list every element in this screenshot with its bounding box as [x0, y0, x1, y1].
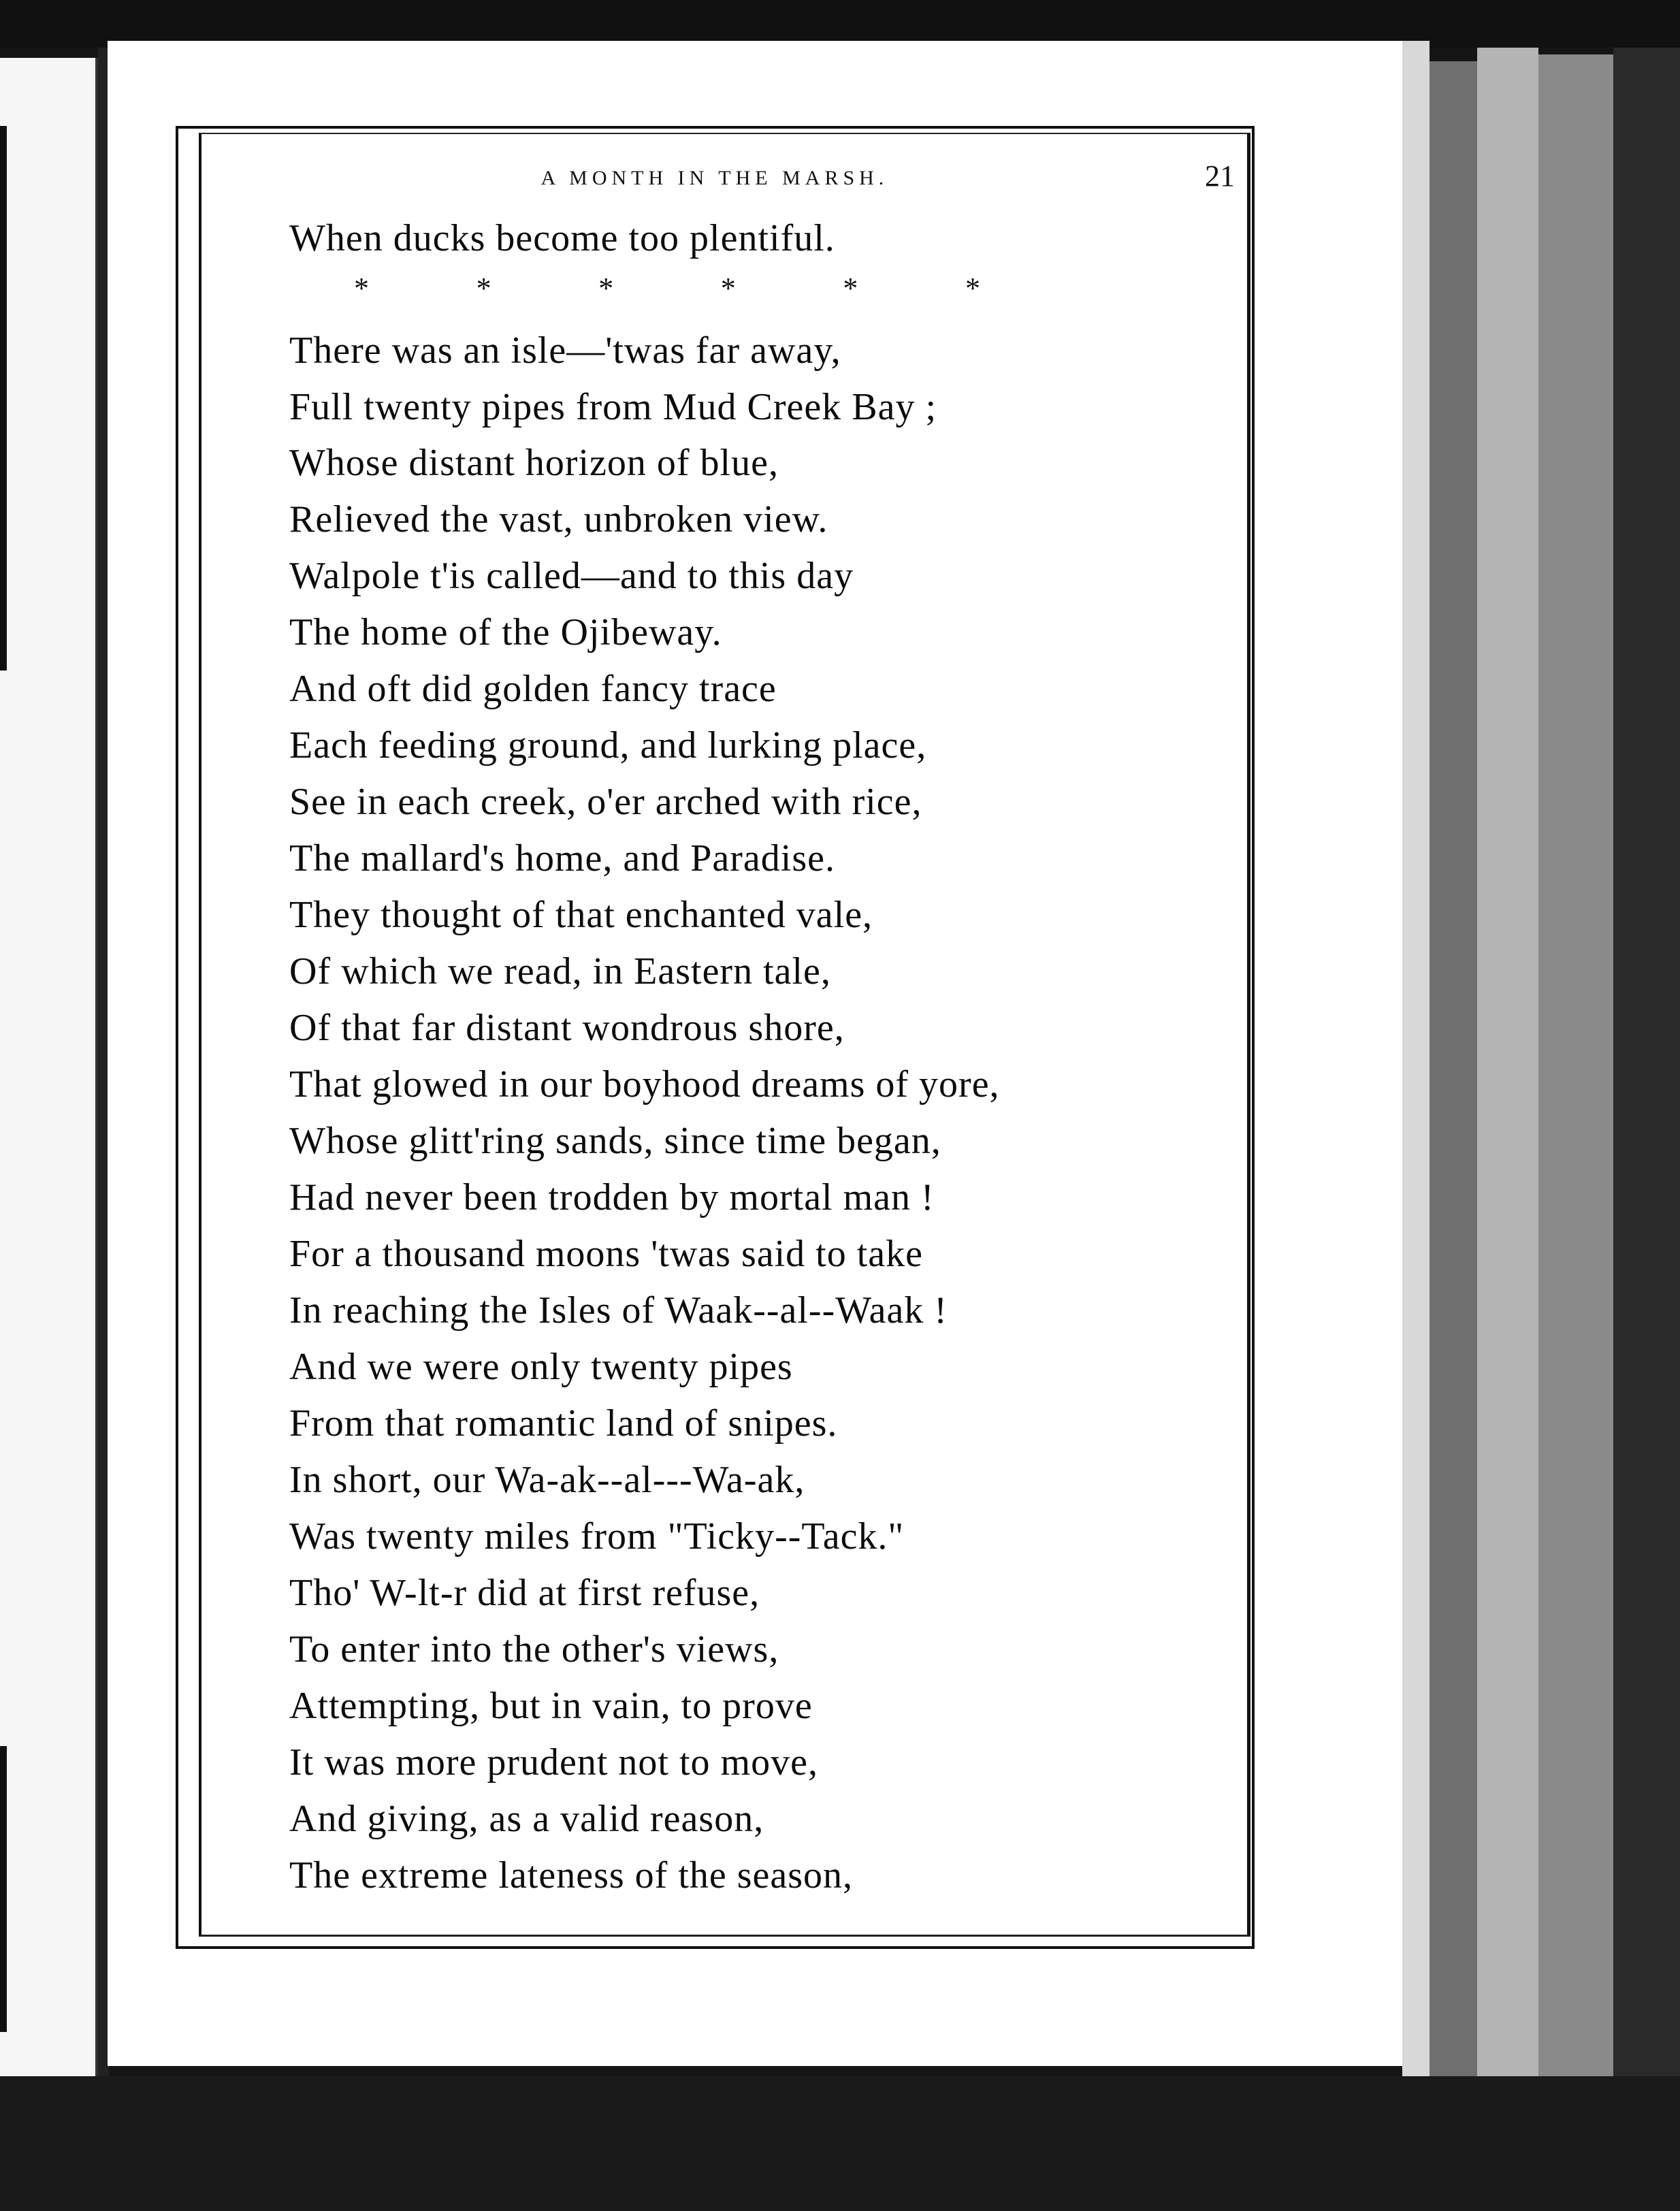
- poem-line: Attempting, but in vain, to prove: [289, 1685, 813, 1727]
- poem-line: Had never been trodden by mortal man !: [289, 1176, 935, 1219]
- poem-line: Each feeding ground, and lurking place,: [289, 724, 927, 766]
- poem-line: They thought of that enchanted vale,: [289, 894, 873, 936]
- poem-line: Of that far distant wondrous shore,: [289, 1007, 845, 1049]
- facing-page-rule: [0, 126, 7, 671]
- poem-line: The home of the Ojibeway.: [289, 611, 722, 653]
- asterisk: *: [354, 272, 369, 305]
- running-head: A MONTH IN THE MARSH.: [540, 167, 889, 189]
- asterisk: *: [965, 272, 980, 305]
- poem-line: It was more prudent not to move,: [289, 1741, 818, 1784]
- poem-line: There was an isle—'twas far away,: [289, 329, 841, 372]
- page-number: 21: [1205, 159, 1235, 193]
- poem-line: That glowed in our boyhood dreams of yore,: [289, 1063, 1000, 1106]
- poem-line: Was twenty miles from "Ticky--Tack.": [289, 1515, 905, 1558]
- page-edge: [1538, 54, 1613, 2097]
- poem-line: And giving, as a valid reason,: [289, 1798, 764, 1840]
- page-edge: [1402, 41, 1429, 2083]
- poem-line: In reaching the Isles of Waak--al--Waak !: [289, 1289, 948, 1332]
- page-edge: [1477, 48, 1538, 2090]
- asterisk: *: [843, 272, 858, 305]
- facing-page-edge: [0, 58, 98, 2076]
- poem-line: To enter into the other's views,: [289, 1628, 779, 1671]
- poem-line: Relieved the vast, unbroken view.: [289, 498, 828, 540]
- asterisk: *: [598, 272, 614, 305]
- poem-line: In short, our Wa-ak--al---Wa-ak,: [289, 1459, 805, 1501]
- poem-line: Whose glitt'ring sands, since time began,: [289, 1120, 941, 1162]
- page-edge: [1429, 61, 1477, 2103]
- poem-line: Whose distant horizon of blue,: [289, 442, 779, 484]
- poem-line: And we were only twenty pipes: [289, 1346, 793, 1388]
- poem-line: Walpole t'is called—and to this day: [289, 555, 854, 597]
- asterisk: *: [720, 272, 736, 305]
- poem-line: Tho' W-lt-r did at first refuse,: [289, 1572, 760, 1614]
- facing-page-rule: [0, 1746, 7, 2032]
- poem-line: For a thousand moons 'twas said to take: [289, 1233, 923, 1275]
- book-cover-edge: [1613, 48, 1680, 2090]
- poem-line: See in each creek, o'er arched with rice,: [289, 781, 922, 823]
- section-break: [354, 271, 980, 306]
- poem-line: From that romantic land of snipes.: [289, 1402, 838, 1445]
- poem-line: Of which we read, in Eastern tale,: [289, 950, 831, 992]
- scan-bottom-margin: [0, 2076, 1680, 2211]
- poem-line: When ducks become too plentiful.: [289, 217, 835, 259]
- poem-line: The extreme lateness of the season,: [289, 1854, 854, 1897]
- poem-line: The mallard's home, and Paradise.: [289, 837, 835, 879]
- poem-line: Full twenty pipes from Mud Creek Bay ;: [289, 386, 937, 428]
- asterisk: *: [476, 272, 491, 305]
- poem-line: And oft did golden fancy trace: [289, 668, 777, 710]
